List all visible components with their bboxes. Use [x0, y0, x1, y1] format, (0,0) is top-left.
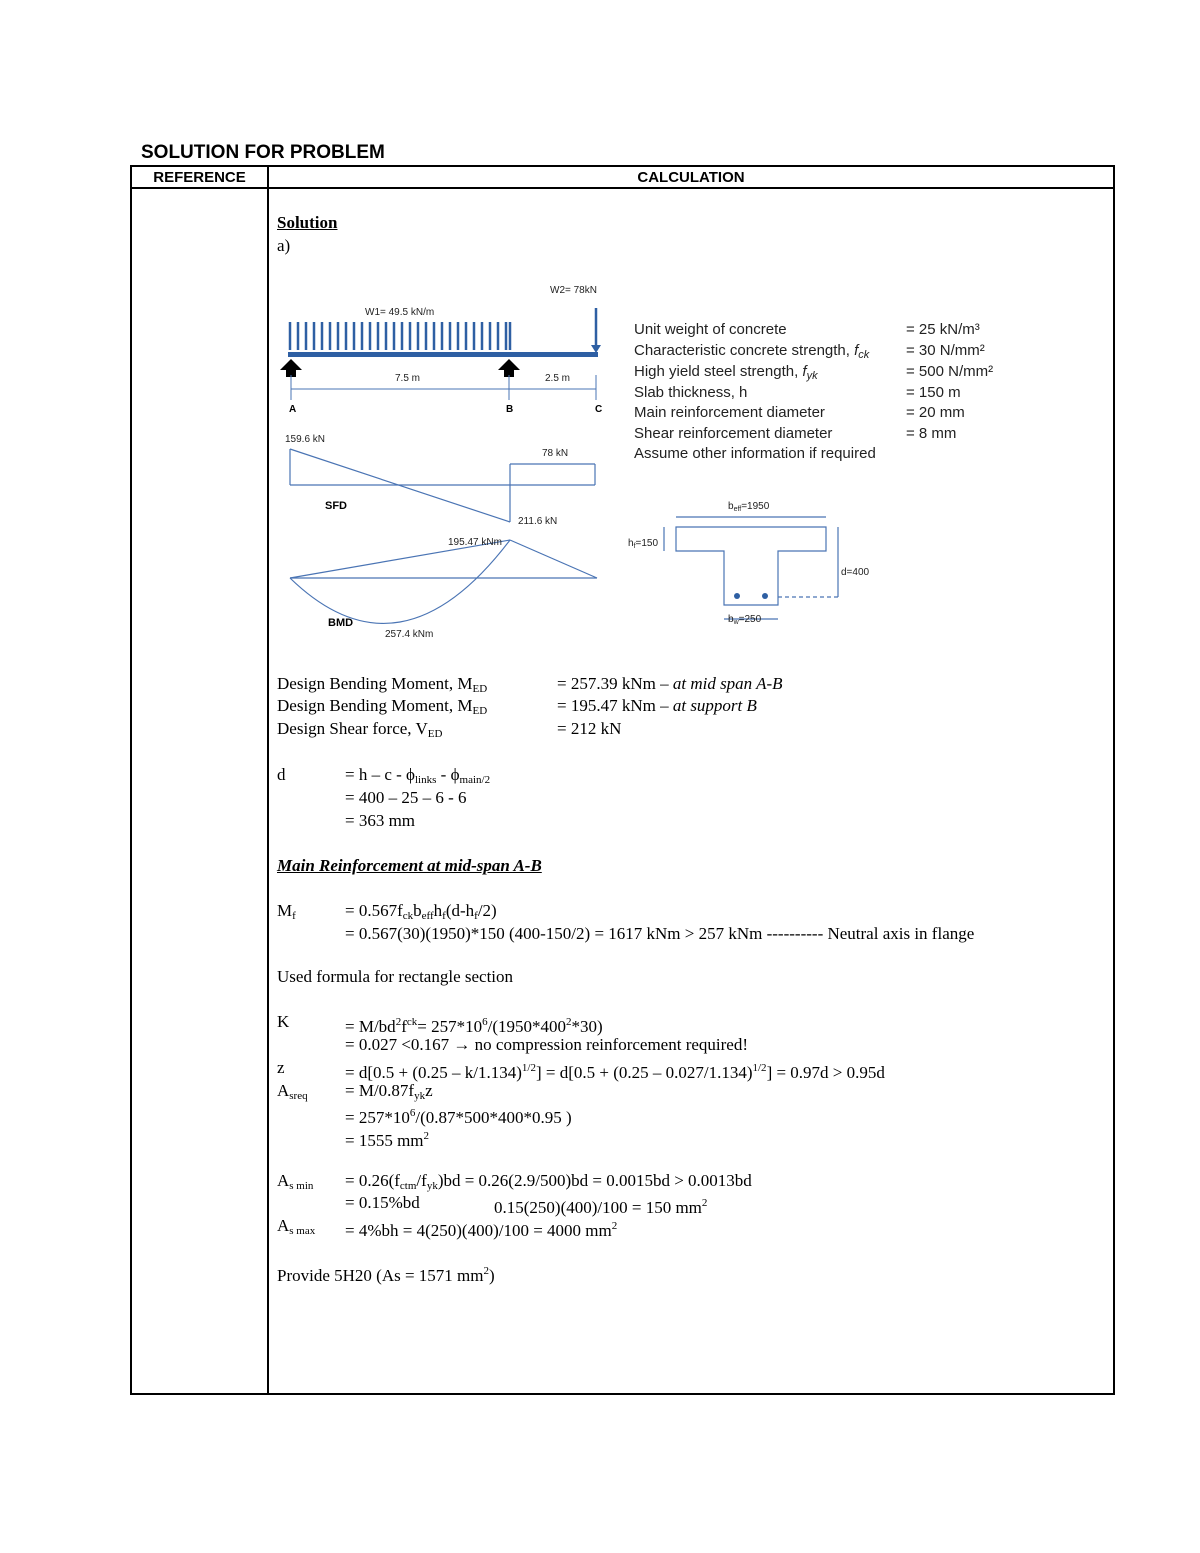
property-value-3: = 150 m — [906, 384, 961, 401]
property-label-0: Unit weight of concrete — [634, 321, 787, 338]
d-calc-line-2: = 400 – 25 – 6 - 6 — [345, 788, 467, 807]
support-b — [498, 359, 520, 377]
rebar-left — [734, 593, 740, 599]
sfd-value-support: 211.6 kN — [518, 516, 558, 527]
distributed-load-arrows — [290, 322, 510, 350]
asmin-line-2b: 0.15(250)(400)/100 = 150 $mm^2$ — [494, 1197, 708, 1217]
support-a — [280, 359, 302, 377]
calculation-header: CALCULATION — [637, 169, 745, 186]
beff-label: $b_{eff}=1950$ — [728, 501, 770, 513]
k-label: K — [277, 1012, 290, 1031]
point-a-label: A — [289, 404, 297, 415]
w1-label: W1= 49.5 kN/m — [365, 307, 435, 318]
property-value-5: = 8 mm — [906, 425, 957, 442]
reference-header: REFERENCE — [153, 169, 246, 186]
rebar-right — [762, 593, 768, 599]
bending-moment-diagram — [290, 540, 597, 623]
bw-label: $b_w=250$ — [728, 614, 762, 626]
bmd-value-support: 195.47 kNm — [448, 537, 502, 548]
asreq-line-3: = 1555 $mm^2$ — [345, 1130, 430, 1150]
asmin-line-1: = $0.26(f_{ctm}/f_{yk})bd = 0.26(2.9/500)bd = 0.0015bd > 0.0013bd$ — [345, 1171, 752, 1192]
d-calc-label: d — [277, 765, 286, 784]
point-b-label: B — [506, 404, 514, 415]
t-section-outline — [664, 517, 838, 619]
property-value-0: = 25 kN/m³ — [906, 321, 980, 338]
sfd-value-left: 159.6 kN — [285, 434, 326, 445]
property-label-4: Main reinforcement diameter — [634, 404, 825, 421]
design-shear-value: = 212 kN — [557, 719, 622, 738]
hf-label: $h_f=150$ — [628, 538, 659, 550]
d-calc-line-3: = 363 mm — [345, 811, 416, 830]
k-line-1: = $M/bd^2f^{ck}= 257*10^6/(1950*400^2*30)$ — [345, 1016, 603, 1036]
design-moment-midspan-value: = 257.39 kNm – at mid span A-B — [557, 674, 783, 693]
sfd-label: SFD — [325, 500, 347, 512]
property-value-1: = 30 N/mm² — [906, 342, 985, 359]
property-label-2: High yield steel strength, $f_{yk}$ — [634, 363, 818, 382]
asmax-label: $A_{s max}$ — [277, 1216, 316, 1237]
provide-text: Provide 5H20 (As = 1571 $mm^2$) — [277, 1265, 495, 1285]
mf-label: $M_f$ — [277, 901, 296, 922]
property-value-4: = 20 mm — [906, 404, 965, 421]
span-ab-label: 7.5 m — [395, 373, 421, 384]
main-reinforcement-heading: Main Reinforcement at mid-span A-B — [277, 856, 542, 875]
bmd-value-midspan: 257.4 kNm — [385, 629, 434, 640]
property-label-3: Slab thickness, h — [634, 384, 748, 401]
design-moment-support-label: Design Bending Moment, $M_{ED}$ — [277, 696, 488, 717]
bmd-label: BMD — [328, 617, 354, 629]
asreq-line-1: = $M/0.87f_{yk}z$ — [345, 1081, 433, 1102]
design-moment-support-value: = 195.47 kNm – at support B — [557, 696, 757, 715]
asmin-line-2a: = 0.15%bd — [345, 1193, 420, 1212]
column-divider — [267, 167, 269, 1393]
span-bc-label: 2.5 m — [545, 373, 571, 384]
asreq-label: $A_{sreq}$ — [277, 1081, 308, 1102]
header-divider — [132, 187, 1113, 189]
property-label-1: Characteristic concrete strength, $f_{ck}$ — [634, 342, 870, 361]
design-shear-label: Design Shear force, $V_{ED}$ — [277, 719, 443, 740]
solution-heading: Solution — [277, 213, 338, 232]
mf-line-2: = 0.567(30)(1950)*150 (400-150/2) = 1617 kNm > 257 kNm ---------- Neutral axis in flange — [345, 924, 975, 943]
point-c-label: C — [595, 404, 603, 415]
asreq-line-2: = $257*10^6/(0.87*500*400*0.95$ ) — [345, 1107, 572, 1127]
beam — [288, 352, 598, 357]
k-line-2: = 0.027 <0.167 → no compression reinforcement required! — [345, 1035, 748, 1054]
property-label-6: Assume other information if required — [634, 445, 876, 462]
design-moment-midspan-label: Design Bending Moment, $M_{ED}$ — [277, 674, 488, 695]
property-value-2: = 500 N/mm² — [906, 363, 994, 380]
part-label: a) — [277, 236, 291, 255]
property-label-5: Shear reinforcement diameter — [634, 425, 833, 442]
point-load-arrowhead — [591, 345, 601, 353]
mf-line-1: = $0.567f_{ck}b_{eff}h_f(d-h_f/2)$ — [345, 901, 497, 922]
asmin-label: $A_{s min}$ — [277, 1171, 314, 1192]
z-label: z — [277, 1058, 285, 1077]
z-line: = d[0.5 + (0.25 – k/1.134)$^{1/2}$] = d[0.5 + (0.25 – 0.027/1.134)$^{1/2}$] = 0.97d > 0.95d — [345, 1062, 885, 1082]
w2-label: W2= 78kN — [550, 285, 597, 296]
page-title: SOLUTION FOR PROBLEM — [141, 142, 385, 163]
d-label: d=400 — [841, 567, 870, 578]
sfd-value-right: 78 kN — [542, 448, 569, 459]
used-formula-text: Used formula for rectangle section — [277, 967, 514, 986]
d-calc-line-1: = h – c - $\phi_{links} - \phi_{main/2}$ — [345, 765, 491, 786]
asmax-line-1: = 4%bh = 4(250)(400)/100 = 4000 $mm^2$ — [345, 1220, 618, 1240]
